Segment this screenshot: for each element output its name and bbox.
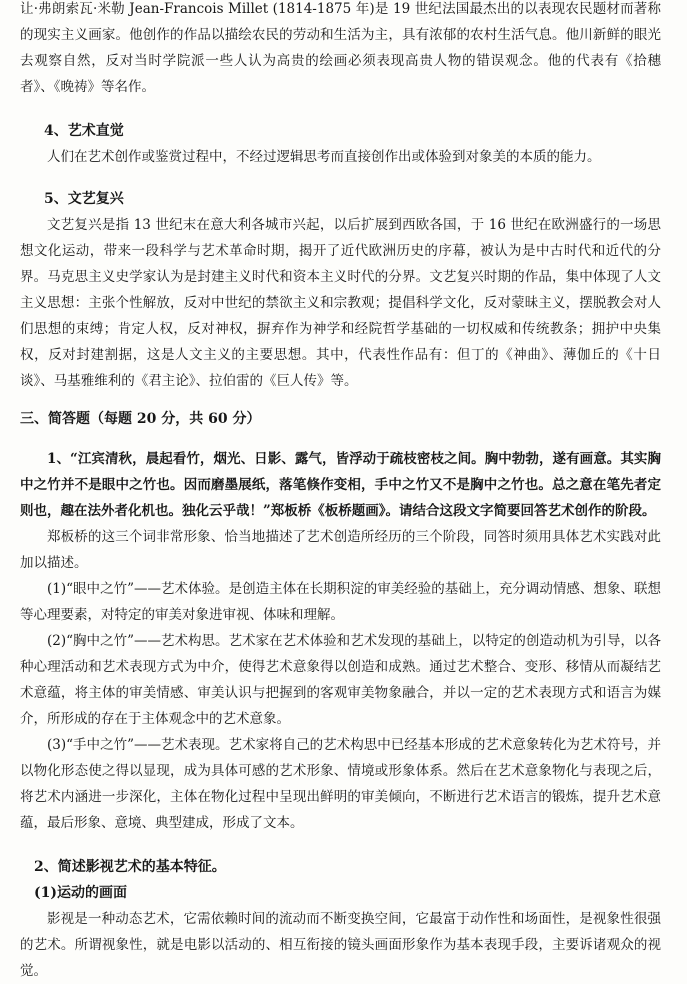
answer-1-point-1: (1)“眼中之竹”——艺术体验。是创造主体在长期积淀的审美经验的基础上，充分调动情感、想象、联想等心理要素，对特定的审美对象进审视、体味和理解。 [20,581,661,623]
question-1: 1、“江宾清秋，晨起看竹，烟光、日影、露气，皆浮动于疏枝密枝之间。胸中勃勃，遂有画意。其实胸中之竹并不是眼中之竹也。因而磨墨展纸，落笔倏作变相，手中之竹又不是胸中之竹也。总之意在笔先者定则也，趣在法外者化机也。独化云乎哉！”郑板桥《板桥题画》。请结合这段文字简要回答艺术创作的阶段。 [20,451,661,519]
paragraph-millet: 让·弗朗索瓦·米勒 Jean-Francois Millet (1814-1875 年)是 19 世纪法国最杰出的以表现农民题材而著称的现实主义画家。他创作的作品以描绘农民的劳动和生活为主，具有浓郁的农村生活气息。他川新鲜的眼光去观察自然，反对当时学院派一些人认为高贵的绘画必须表现高贵人物的错误观念。他的代表有《拾穗者》、《晚祷》等名作。 [20,1,661,95]
paragraph-art-intuition: 人们在艺术创作或鉴赏过程中，不经过逻辑思考而直接创作出或体验到对象美的本质的能力。 [47,149,601,165]
answer-1-point-2: (2)“胸中之竹”——艺术构思。艺术家在艺术体验和艺术发现的基础上，以特定的创造动机为引导，以各种心理活动和艺术表现方式为中介，使得艺术意象得以创造和成熟。通过艺术整合、变形、移情从而凝结艺术意蕴，将主体的审美情感、审美认识与把握到的客观审美物象融合，并以一定的艺术表现方式和语言为媒介，所形成的存在于主体观念中的艺术意象。 [20,633,661,727]
question-2: 2、简述影视艺术的基本特征。 [34,859,226,875]
section-heading-short-answer: 三、简答题（每题 20 分，共 60 分） [20,411,261,427]
answer-2-point-1: 影视是一种动态艺术，它需依赖时间的流动而不断变换空间，它最富于动作性和场面性，是视象性很强的艺术。所谓视象性，就是电影以活动的、相互衔接的镜头画面形象作为基本表现手段，主要诉诸观众的视觉。 [20,911,661,979]
answer-1-point-3: (3)“手中之竹”——艺术表现。艺术家将自己的艺术构思中已经基本形成的艺术意象转化为艺术符号，并以物化形态使之得以显现，成为具体可感的艺术形象、情境或形象体系。然后在艺术意象物化与表现之后，将艺术内涵进一步深化，主体在物化过程中呈现出鲜明的审美倾向，不断进行艺术语言的锻炼，提升艺术意蕴，最后形象、意境、典型建成，形成了文本。 [20,737,661,831]
heading-art-intuition: 4、艺术直觉 [44,123,124,139]
answer-1-intro: 郑板桥的这三个词非常形象、恰当地描述了艺术创造所经历的三个阶段，同答时须用具体艺术实践对此加以描述。 [20,529,661,571]
question-2-subheading: (1)运动的画面 [34,885,127,901]
heading-renaissance: 5、文艺复兴 [44,191,124,207]
paragraph-renaissance: 文艺复兴是指 13 世纪末在意大利各城市兴起，以后扩展到西欧各国，于 16 世纪在欧洲盛行的一场思想文化运动，带来一段科学与艺术革命时期，揭开了近代欧洲历史的序幕，被认为是中古时代和近代的分界。马克思主义史学家认为是封建主义时代和资本主义时代的分界。文艺复兴时期的作品，集中体现了人文主义思想：主张个性解放，反对中世纪的禁欲主义和宗教观；提倡科学文化，反对蒙昧主义，摆脱教会对人们思想的束缚；肯定人权，反对神权，摒弃作为神学和经院哲学基础的一切权威和传统教条；拥护中央集权，反对封建割据，这是人文主义的主要思想。其中，代表性作品有：但丁的《神曲》、薄伽丘的《十日谈》、马基雅维利的《君主论》、拉伯雷的《巨人传》等。 [20,217,661,389]
